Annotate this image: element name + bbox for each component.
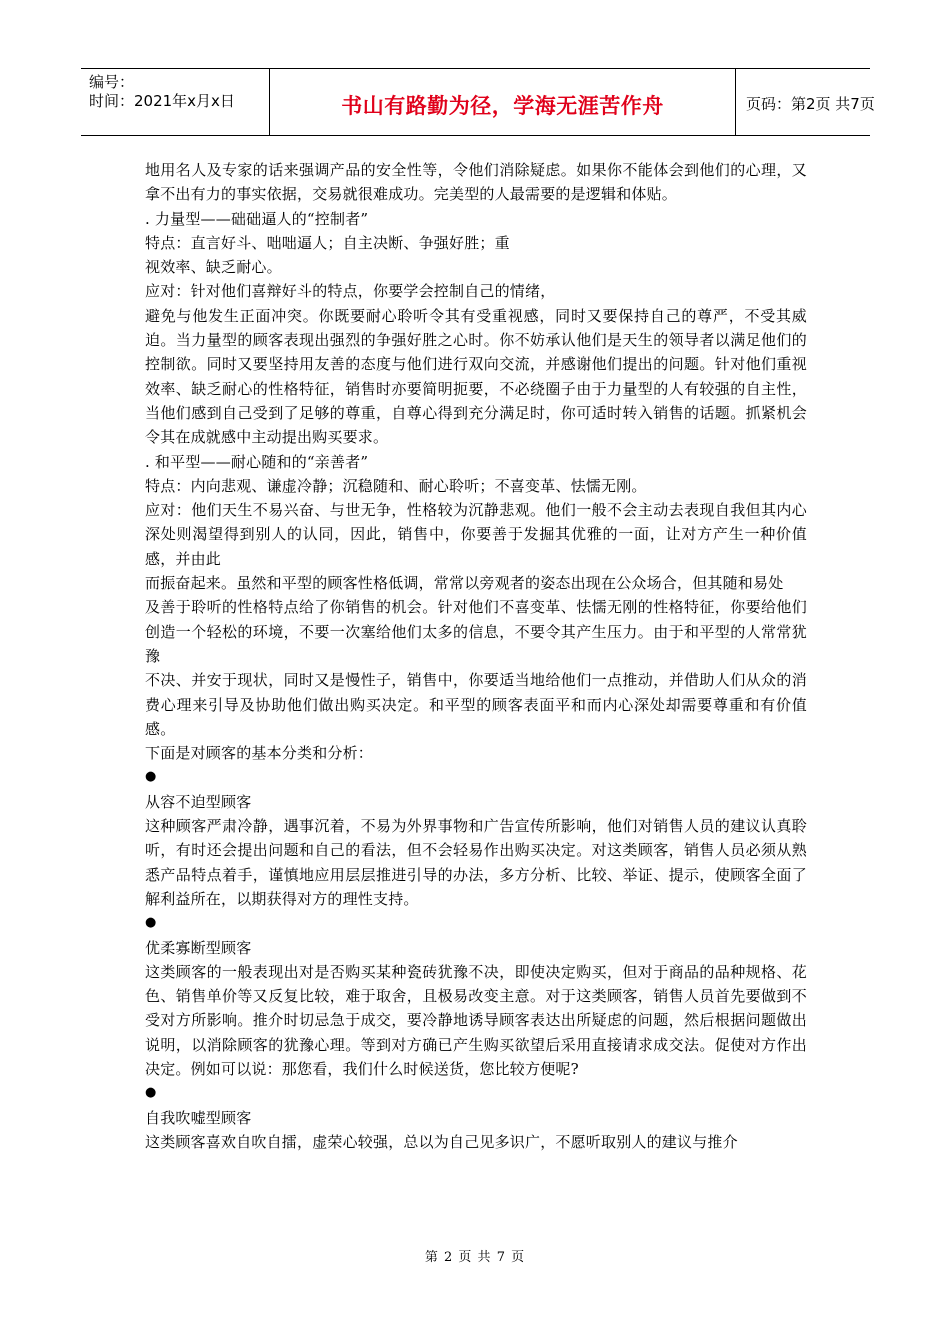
body-paragraph: 特点：内向悲观、谦虚冷静；沉稳随和、耐心聆听；不喜变革、怯懦无刚。 bbox=[145, 476, 647, 495]
body-paragraph: 这种顾客严肃冷静，遇事沉着，不易为外界事物和广告宣传所影响，他们对销售人员的建议认真聆听，有时还会提出问题和自己的看法，但不会轻易作出购买决定。对这类顾客，销售人员必须从熟悉产品特点着手，谨慎地应用层层推进引导的办法，多方分析、比较、举证、提示，使顾客全面了解利益所在，以期获得对方的理性支持。 bbox=[145, 817, 807, 908]
header-info-cell bbox=[81, 69, 270, 135]
section-heading-power-type: . 力量型——础础逼人的“控制者” bbox=[145, 209, 369, 228]
bullet-icon: ● bbox=[145, 915, 157, 931]
body-paragraph: 应对：他们天生不易兴奋、与世无争，性格较为沉静悲观。他们一般不会主动去表现自我但其内心深处则渴望得到别人的认同，因此，销售中，你要善于发掘其优雅的一面，让对方产生一种价值感，并由此 bbox=[145, 501, 807, 568]
header-page-number: 页码：第2页 共7页 bbox=[746, 95, 875, 113]
document-body bbox=[145, 158, 807, 1154]
page-footer: 第 2 页 共 7 页 bbox=[424, 1250, 526, 1265]
body-paragraph: 而振奋起来。虽然和平型的顾客性格低调，常常以旁观者的姿态出现在公众场合，但其随和易处 bbox=[145, 574, 784, 593]
body-paragraph: 及善于聆听的性格特点给了你销售的机会。针对他们不喜变革、怯懦无刚的性格特征，你要给他们创造一个轻松的环境，不要一次塞给他们太多的信息，不要令其产生压力。由于和平型的人常常犹豫 bbox=[145, 598, 807, 665]
page-header bbox=[81, 68, 875, 136]
body-paragraph: 地用名人及专家的话来强调产品的安全性等，令他们消除疑虑。如果你不能体会到他们的心理，又拿不出有力的事实依据，交易就很难成功。完美型的人最需要的是逻辑和体贴。 bbox=[145, 161, 807, 204]
section-heading-boastful-customer: 自我吹嘘型顾客 bbox=[145, 1108, 252, 1127]
body-paragraph: 特点：直言好斗、咄咄逼人；自主决断、争强好胜；重 bbox=[145, 233, 510, 252]
section-heading-indecisive-customer: 优柔寡断型顾客 bbox=[145, 938, 252, 957]
bullet-icon: ● bbox=[145, 1085, 157, 1101]
section-heading-peace-type: . 和平型——耐心随和的“亲善者” bbox=[145, 452, 369, 471]
header-page-cell bbox=[736, 69, 875, 135]
header-motto-cell bbox=[270, 69, 736, 135]
body-paragraph: 这类顾客喜欢自吹自擂，虚荣心较强，总以为自己见多识广，不愿听取别人的建议与推介 bbox=[145, 1132, 738, 1151]
bullet-icon: ● bbox=[145, 769, 157, 785]
body-paragraph: 这类顾客的一般表现出对是否购买某种瓷砖犹豫不决，即使决定购买，但对于商品的品种规格、花色、销售单价等又反复比较，难于取舍，且极易改变主意。对于这类顾客，销售人员首先要做到不受对方所影响。推介时切忌急于成交，要冷静地诱导顾客表达出所疑虑的问题，然后根据问题做出说明，以消除顾客的犹豫心理。等到对方确已产生购买欲望后采用直接请求成交法。促使对方作出决定。例如可以说：那您看，我们什么时候送货，您比较方便呢? bbox=[145, 962, 807, 1078]
document-date-label: 时间：2021年x月x日 bbox=[89, 92, 235, 110]
body-paragraph: 避免与他发生正面冲突。你既要耐心聆听令其有受重视感，同时又要保持自己的尊严，不受其威迫。当力量型的顾客表现出强烈的争强好胜之心时。你不妨承认他们是天生的领导者以满足他们的控制欲。同时又要坚持用友善的态度与他们进行双向交流，并感谢他们提出的问题。针对他们重视效率、缺乏耐心的性格特征，销售时亦要简明扼要，不必绕圈子由于力量型的人有较强的自主性，当他们感到自己受到了足够的尊重，自尊心得到充分满足时，你可适时转入销售的话题。抓紧机会令其在成就感中主动提出购买要求。 bbox=[145, 306, 807, 447]
body-paragraph: 下面是对顾客的基本分类和分析： bbox=[145, 744, 374, 763]
body-paragraph: 视效率、缺乏耐心。 bbox=[145, 258, 282, 277]
body-paragraph: 不决、并安于现状，同时又是慢性子，销售中，你要适当地给他们一点推动，并借助人们从众的消费心理来引导及协助他们做出购买决定。和平型的顾客表面平和而内心深处却需要尊重和有价值感。 bbox=[145, 671, 807, 738]
header-motto: 书山有路勤为径，学海无涯苦作舟 bbox=[341, 94, 664, 118]
section-heading-calm-customer: 从容不迫型顾客 bbox=[145, 792, 252, 811]
document-number-label: 编号： bbox=[89, 73, 135, 91]
body-paragraph: 应对：针对他们喜辩好斗的特点，你要学会控制自己的情绪， bbox=[145, 282, 556, 301]
